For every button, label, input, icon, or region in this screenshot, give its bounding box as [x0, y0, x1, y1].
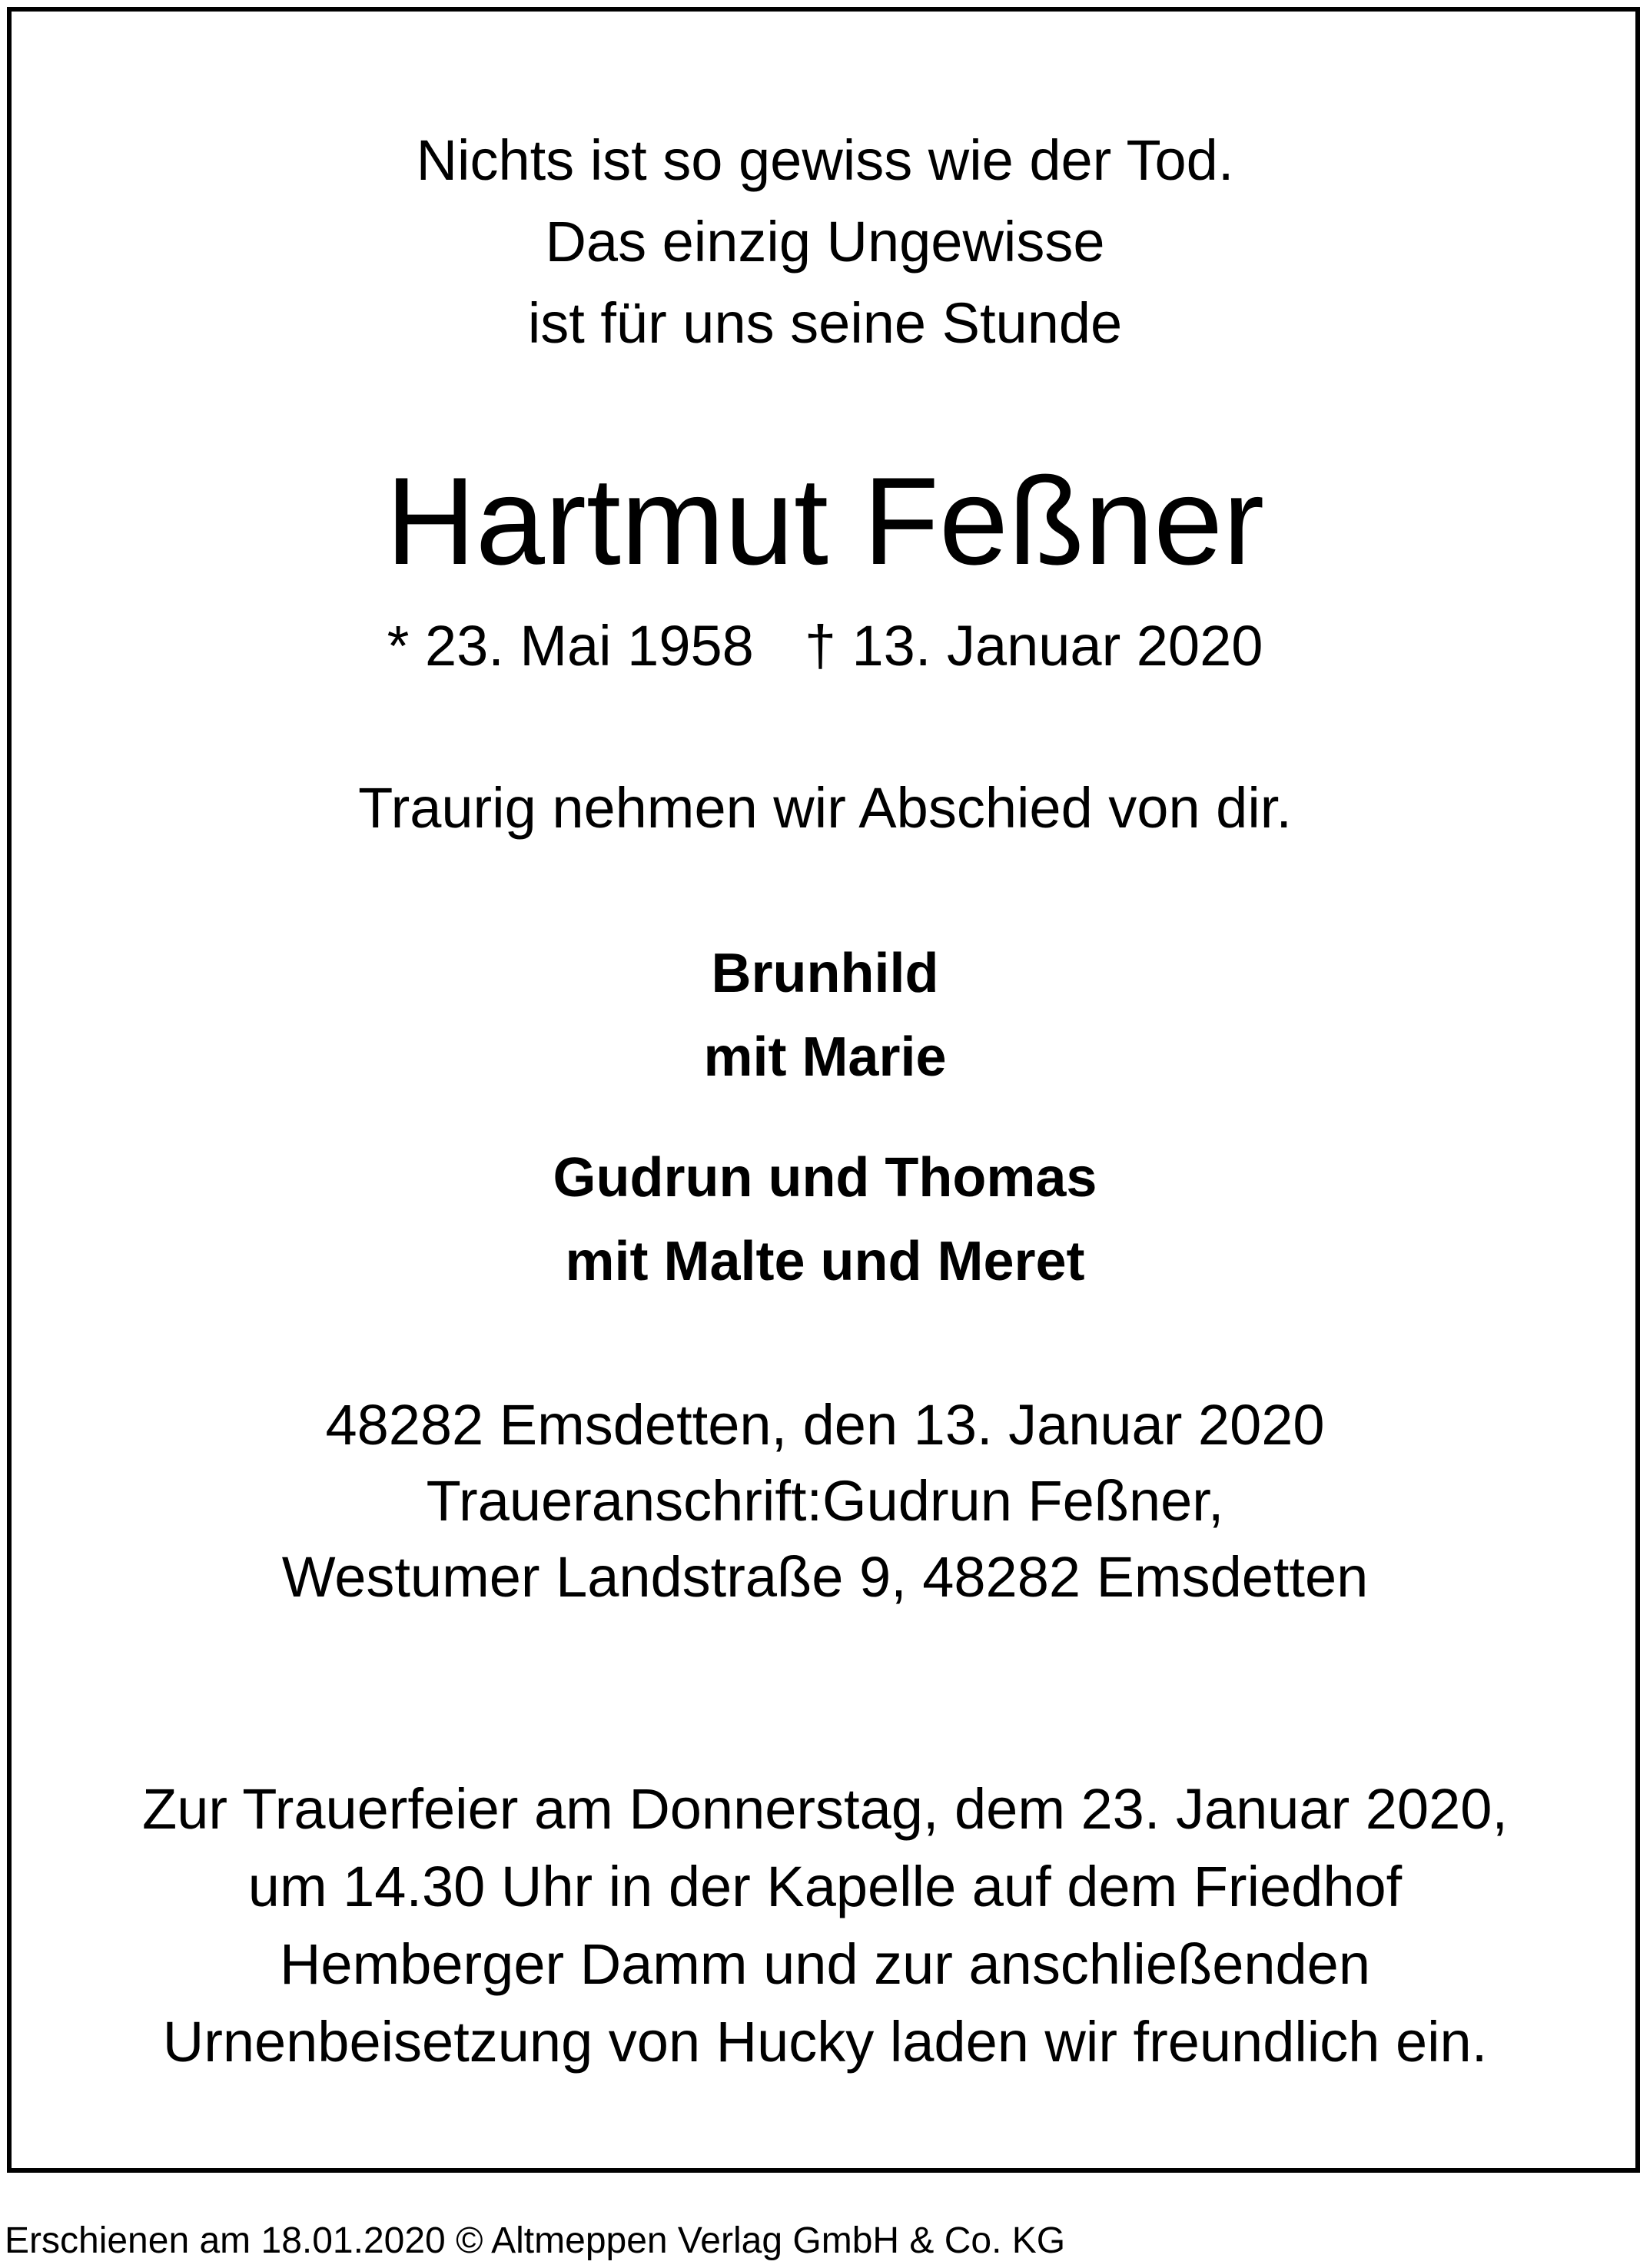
- service-line: Urnenbeisetzung von Hucky laden wir freundlich ein.: [162, 2010, 1488, 2074]
- motto-line: Nichts ist so gewiss wie der Tod.: [416, 128, 1234, 192]
- address-line: Traueranschrift:Gudrun Feßner,: [426, 1469, 1224, 1533]
- address-line: 48282 Emsdetten, den 13. Januar 2020: [325, 1393, 1325, 1457]
- motto-line: ist für uns seine Stunde: [527, 291, 1123, 355]
- mourner-line: Gudrun und Thomas: [553, 1147, 1097, 1209]
- birth-date: * 23. Mai 1958: [387, 614, 754, 678]
- deceased-name: Hartmut Feßner: [385, 452, 1265, 591]
- mourner-line: mit Malte und Meret: [565, 1231, 1085, 1292]
- address-line: Westumer Landstraße 9, 48282 Emsdetten: [281, 1545, 1369, 1609]
- service-line: Hemberger Damm und zur anschließenden: [279, 1932, 1370, 1996]
- farewell-text: Traurig nehmen wir Abschied von dir.: [358, 776, 1292, 840]
- motto-line: Das einzig Ungewisse: [545, 210, 1105, 274]
- service-line: um 14.30 Uhr in der Kapelle auf dem Friedhof: [247, 1855, 1403, 1918]
- death-date: † 13. Januar 2020: [804, 614, 1263, 678]
- mourner-line: Brunhild: [711, 943, 939, 1004]
- life-dates: [0, 614, 1650, 678]
- mourner-line: mit Marie: [703, 1026, 947, 1088]
- publication-footer: Erschienen am 18.01.2020 © Altmeppen Verlag GmbH & Co. KG: [5, 2220, 1066, 2261]
- service-line: Zur Trauerfeier am Donnerstag, dem 23. Januar 2020,: [142, 1777, 1508, 1841]
